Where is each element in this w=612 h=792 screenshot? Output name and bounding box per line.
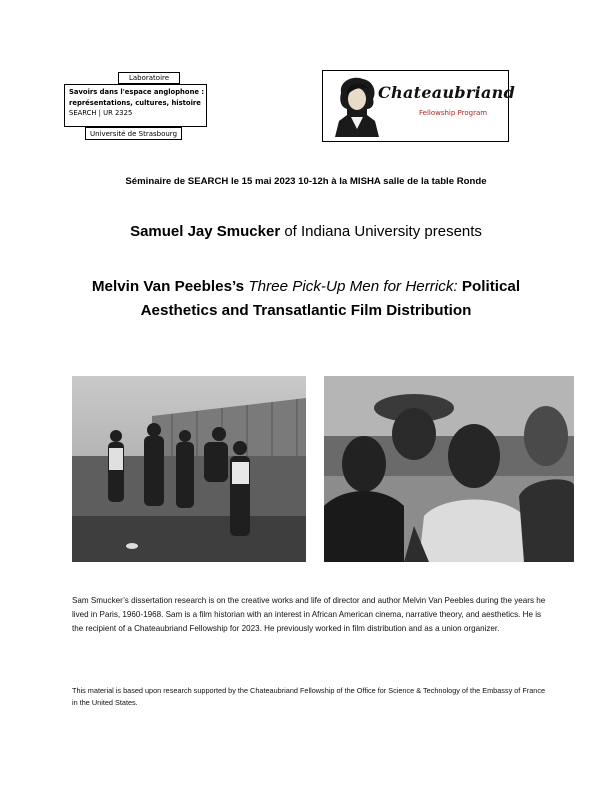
presenter-name: Samuel Jay Smucker — [130, 223, 281, 240]
talk-title-part2: Political Aesthetics and Transatlantic Film Distribution — [140, 278, 521, 319]
lab-name: Laboratoire — [128, 74, 170, 82]
lab-university: Université de Strasbourg — [89, 130, 178, 138]
chateaubriand-logo — [322, 70, 516, 142]
seminar-info: Séminaire de SEARCH le 15 mai 2023 10-12h à la MISHA salle de la table Ronde — [125, 176, 487, 187]
lab-logo-bottom — [85, 127, 182, 140]
film-still-group-photo — [72, 376, 306, 562]
chateaubriand-title: Chateaubriand — [378, 83, 516, 102]
funding-acknowledgement: This material is based upon research supported by the Chateaubriand Fellowship of the Office for Science & Technology of the Embassy of France in the United States. — [72, 686, 546, 708]
portrait-icon — [333, 75, 381, 137]
speaker-bio: Sam Smucker’s dissertation research is on the creative works and life of director and author Melvin Van Peebles during the years he lived in Paris, 1960-1968. Sam is a film historian with an interest in African American cinema, narrative theory, and aesthetics. He is the recipient of a Chateaubriand Fellowship for 2023. He previously worked in film distribution and as a union organizer. — [72, 596, 546, 633]
presenter-line — [0, 223, 612, 240]
lab-line-3: SEARCH | UR 2325 — [69, 109, 133, 117]
lab-line-1: Savoirs dans l'espace anglophone : — [69, 88, 205, 96]
talk-title-part1: Melvin Van Peebles’s — [91, 278, 249, 295]
film-still-closeup-photo — [324, 376, 574, 562]
film-title: Three Pick-Up Men for Herrick: — [248, 278, 458, 295]
lab-logo-top — [118, 72, 180, 84]
talk-title — [60, 275, 552, 323]
lab-logo-main — [64, 84, 207, 127]
presenter-affiliation: of Indiana University presents — [280, 223, 482, 240]
chateaubriand-subtitle: Fellowship Program — [419, 109, 488, 117]
lab-line-2: représentations, cultures, histoire — [69, 98, 201, 107]
